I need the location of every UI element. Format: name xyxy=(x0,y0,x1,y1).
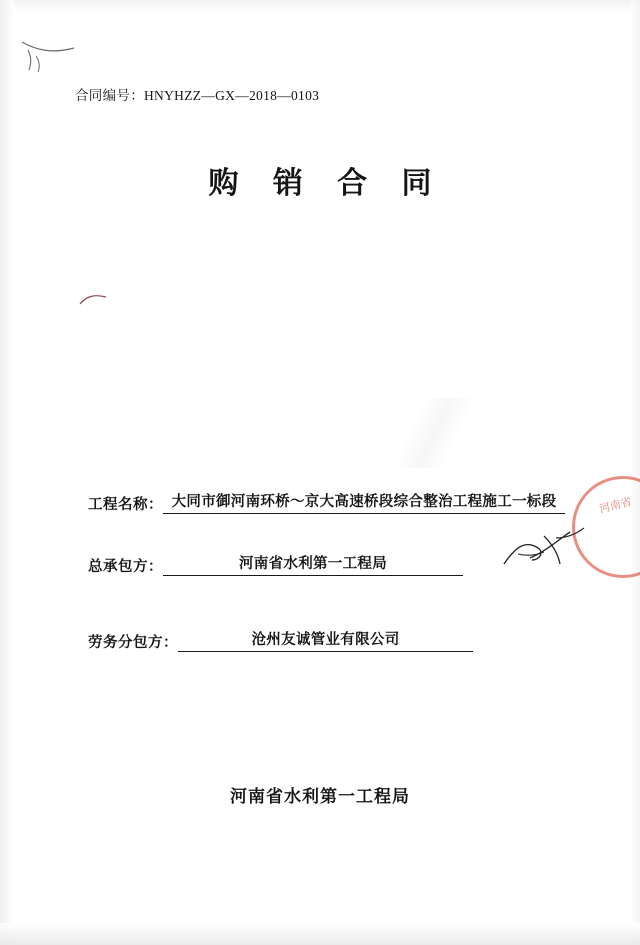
official-seal-text: 河南省 xyxy=(598,496,634,516)
page-title: 购 销 合 同 xyxy=(208,167,445,200)
stray-pen-tick-icon xyxy=(78,292,108,308)
contract-number: 合同编号：HNYHZZ—GX—2018—0103 xyxy=(75,88,320,103)
field-general-contractor-value[interactable]: 河南省水利第一工程局 xyxy=(163,552,463,576)
field-general-contractor xyxy=(88,552,463,576)
scan-edge-shadow-top xyxy=(0,0,640,12)
field-labor-subcontractor-value[interactable]: 沧州友诚管业有限公司 xyxy=(178,628,473,652)
stray-pen-mark-icon xyxy=(18,36,88,82)
field-general-contractor-label: 总承包方： xyxy=(88,559,163,575)
issuing-organization: 河南省水利第一工程局 xyxy=(230,787,410,806)
paper-crease xyxy=(330,398,530,468)
field-project-name-value[interactable]: 大同市御河南环桥～京大高速桥段综合整治工程施工一标段 xyxy=(163,490,565,514)
field-project-name xyxy=(88,490,565,514)
field-labor-subcontractor xyxy=(88,628,473,652)
field-labor-subcontractor-label: 劳务分包方： xyxy=(88,635,178,651)
field-project-name-label: 工程名称： xyxy=(88,497,163,513)
scan-edge-shadow-bottom xyxy=(0,923,640,945)
